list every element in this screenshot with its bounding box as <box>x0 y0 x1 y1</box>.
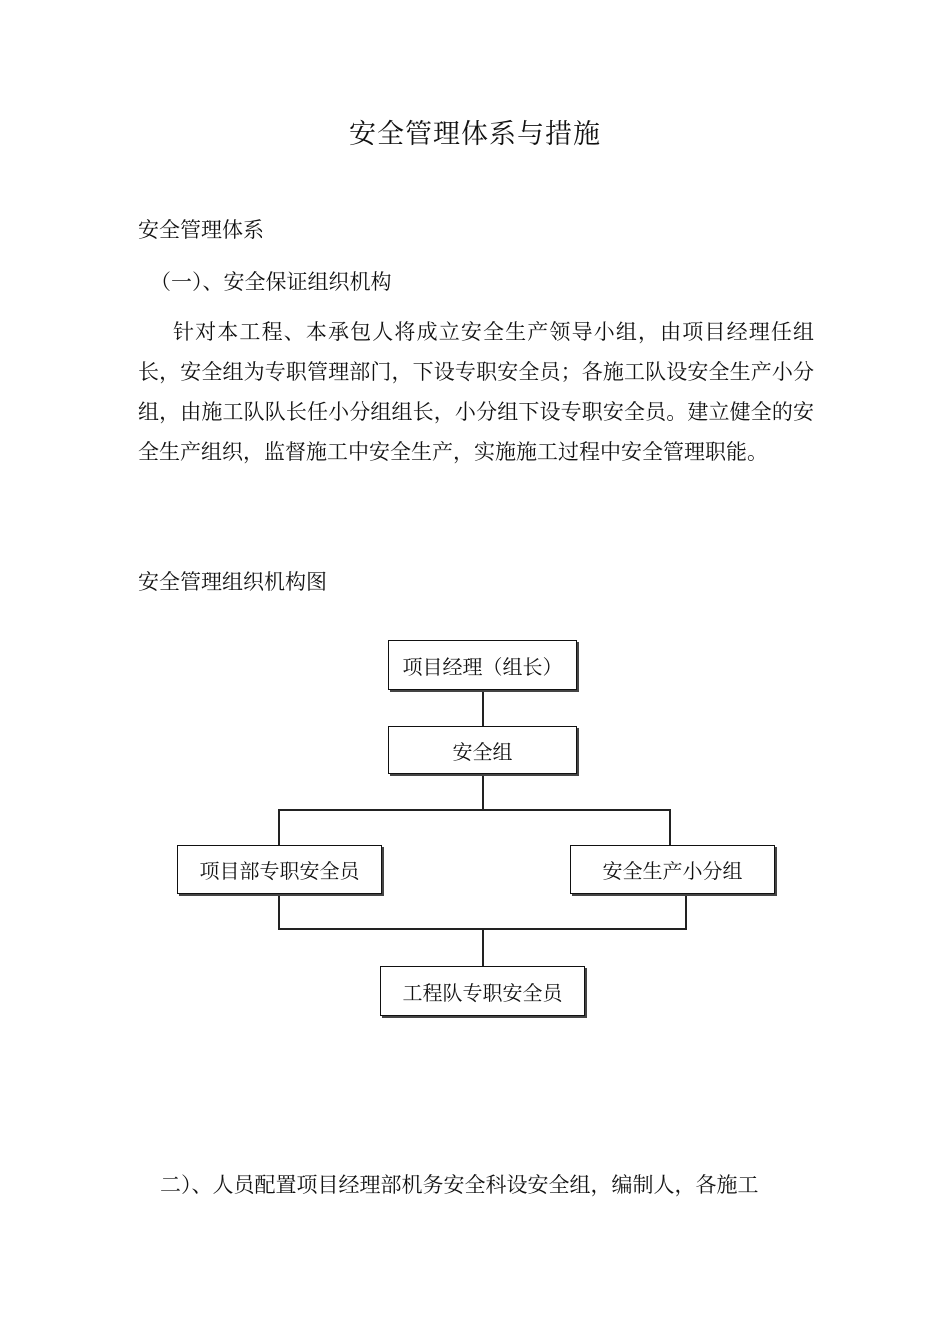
body-paragraph-1: 针对本工程、本承包人将成立安全生产领导小组，由项目经理任组长，安全组为专职管理部门，下设专职安全员；各施工队设安全生产小分组，由施工队队长任小分组组长，小分组下设专职安全员。建立健全的安全生产组织，监督施工中安全生产，实施施工过程中安全管理职能。 <box>138 320 814 464</box>
org-box-project-manager: 项目经理（组长） <box>388 640 577 690</box>
subsection-heading-2: 二）、人员配置项目经理部机务安全科设安全组，编制人，各施工 <box>160 1173 759 1197</box>
org-box-safety-group: 安全组 <box>388 726 577 774</box>
connector-to-team-officer <box>482 928 484 966</box>
connector-right-bottom-vertical <box>685 893 687 929</box>
connector-right-top-vertical <box>669 809 671 845</box>
section-heading: 安全管理体系 <box>138 218 264 242</box>
connector-manager-to-group <box>482 689 484 726</box>
chart-caption: 安全管理组织机构图 <box>138 570 327 594</box>
subsection-heading-1: （一）、安全保证组织机构 <box>150 270 392 294</box>
org-box-safety-subgroup: 安全生产小分组 <box>570 845 775 894</box>
document-title: 安全管理体系与措施 <box>349 119 601 150</box>
connector-top-horizontal <box>278 809 670 811</box>
connector-left-top-vertical <box>278 809 280 845</box>
connector-left-bottom-vertical <box>278 893 280 929</box>
org-box-team-safety-officer: 工程队专职安全员 <box>380 966 585 1016</box>
org-box-dept-safety-officer: 项目部专职安全员 <box>177 845 382 894</box>
connector-group-down <box>482 773 484 810</box>
